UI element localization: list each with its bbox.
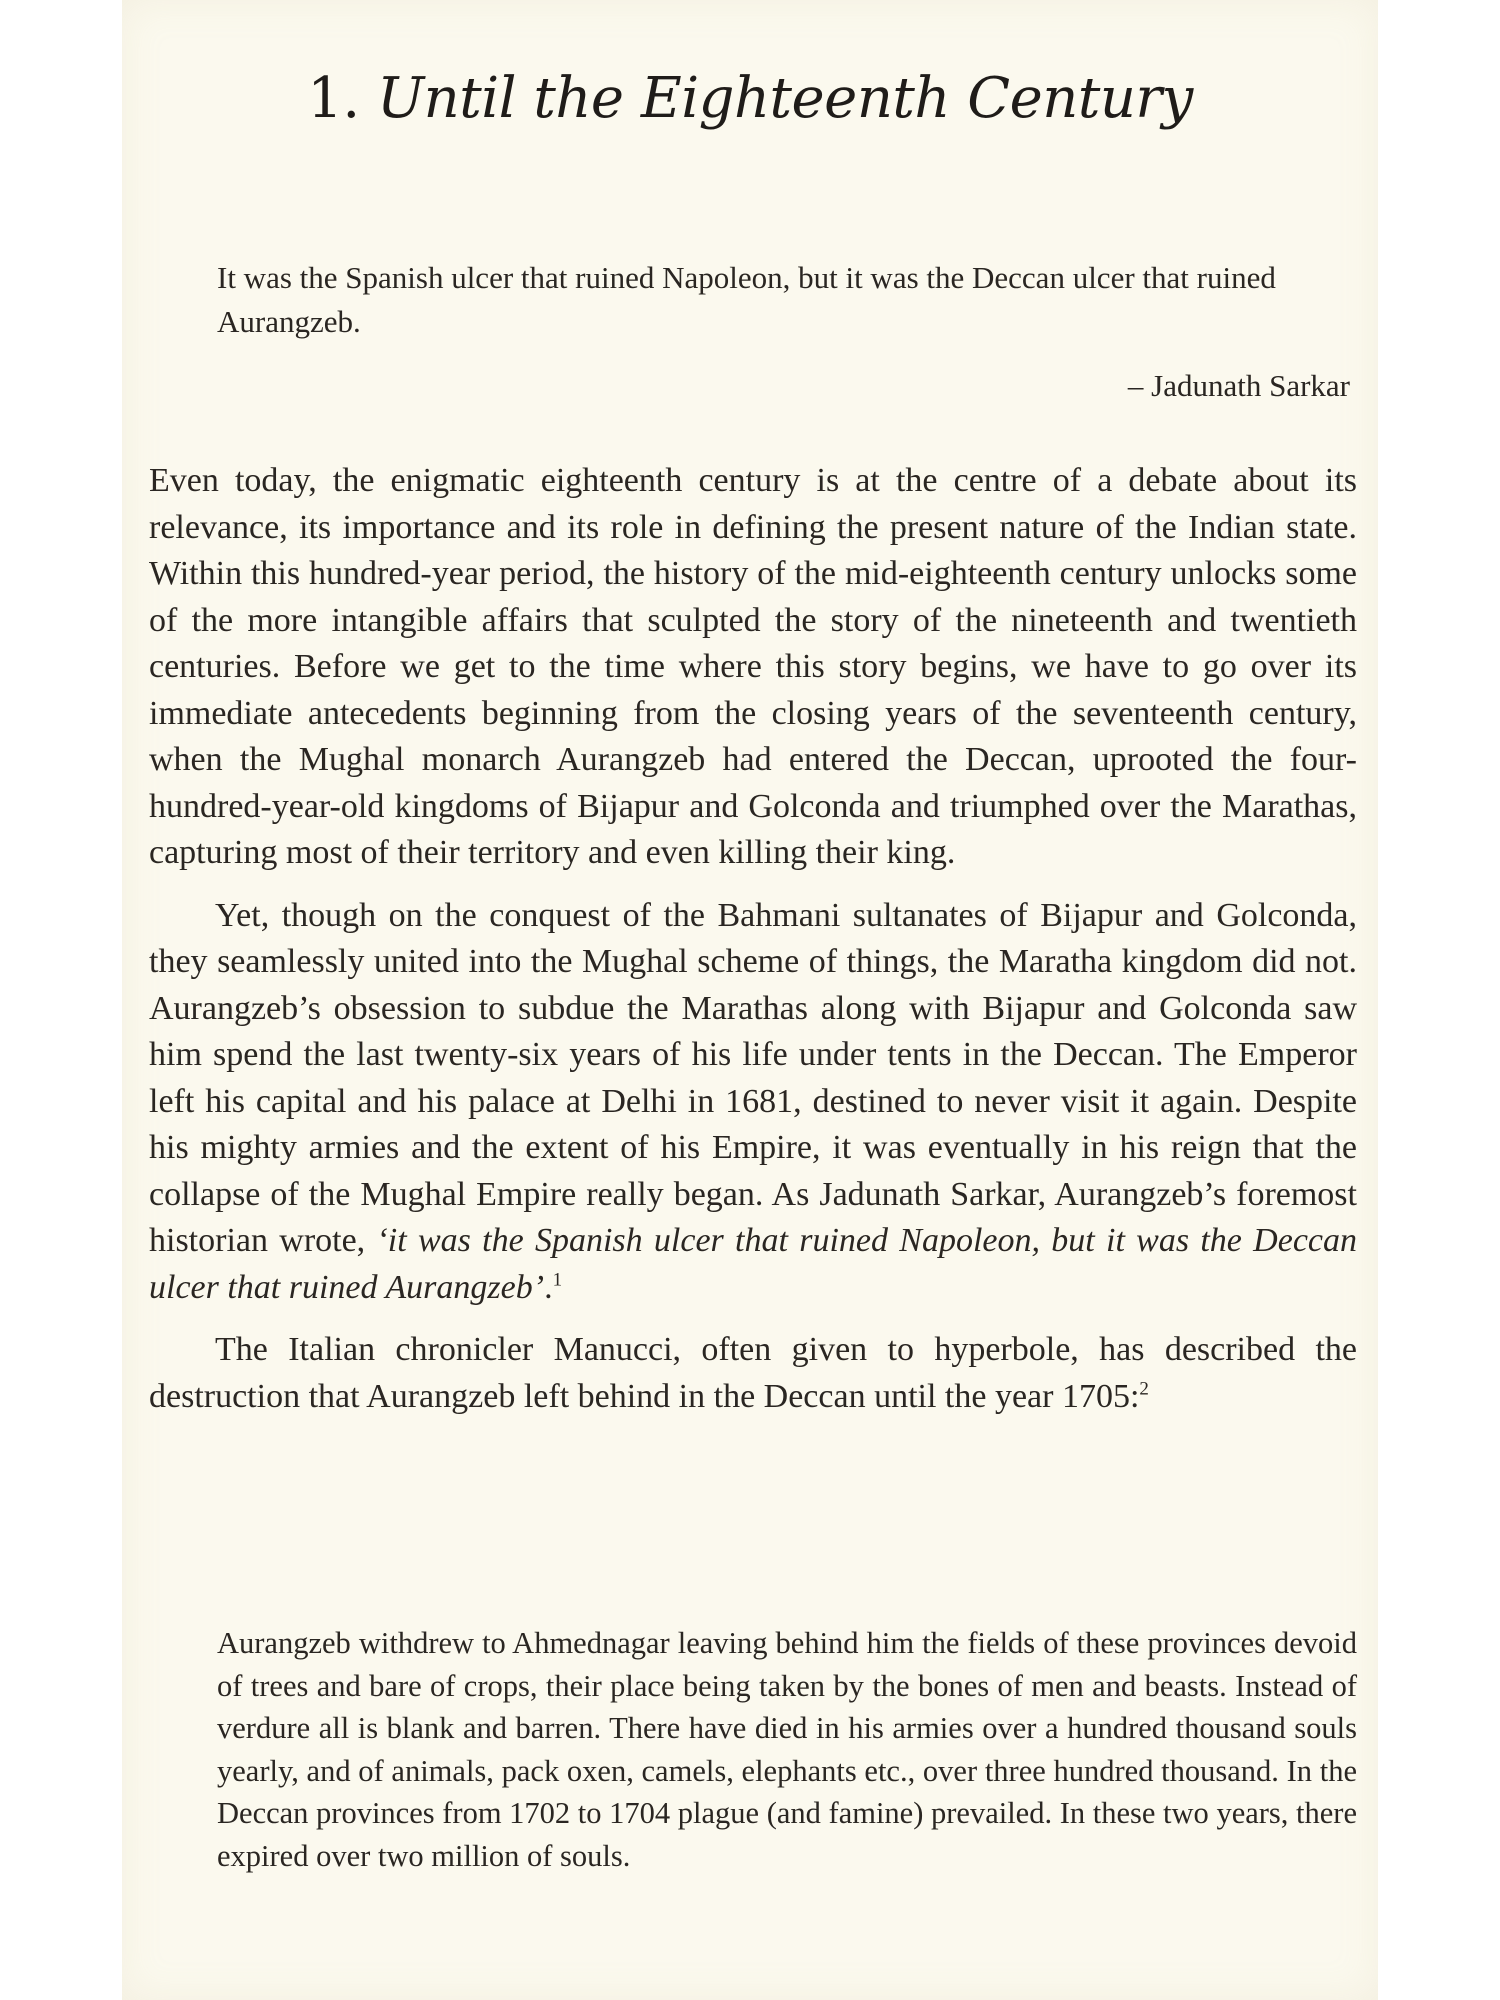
paragraph-2	[149, 893, 1357, 1312]
paragraph-1: Even today, the enigmatic eighteenth century is at the centre of a debate about its relevance, its importance and its role in defining the present nature of the Indian state. Within this hundred-year period, the history of the mid-eighteenth century unlocks some of the more intangible affairs that sculpted the story of the nineteenth and twentieth centuries. Before we get to the time where this story begins, we have to go over its immediate antecedents beginning from the closing years of the seventeenth century, when the Mughal monarch Aurangzeb had entered the Deccan, uprooted the four-hundred-year-old kingdoms of Bijapur and Golconda and triumphed over the Marathas, capturing most of their territory and even killing their king.	[149, 462, 1357, 871]
paragraph-3-text: The Italian chronicler Manucci, often given to hyperbole, has described the destruction that Aurangzeb left behind in the Deccan until the year 1705:	[149, 1331, 1357, 1415]
footnote-ref-2[interactable]: 2	[1139, 1378, 1149, 1400]
epigraph-attribution: – Jadunath Sarkar	[1127, 368, 1350, 403]
paragraph-2-end: .	[544, 1268, 553, 1306]
chapter-title-text: Until the Eighteenth Century	[376, 66, 1193, 131]
footnote-ref-1[interactable]: 1	[552, 1269, 563, 1291]
paragraph-3	[149, 1327, 1357, 1420]
chapter-body	[149, 458, 1357, 1436]
paragraph-2-text: Yet, though on the conquest of the Bahmani sultanates of Bijapur and Golconda, they seamlessly united into the Mughal scheme of things, the Maratha kingdom did not. Aurangzeb’s obsession to subdue the Marathas along with Bijapur and Golconda saw him spend the last twenty-six years of his life under tents in the Deccan. The Emperor left his capital and his palace at Delhi in 1681, destined to never visit it again. Despite his mighty armies and the extent of his Empire, it was eventually in his reign that the collapse of the Mughal Empire really began. As Jadunath Sarkar, Aurangzeb’s foremost historian wrote,	[149, 896, 1357, 1259]
manucci-block-quote: Aurangzeb withdrew to Ahmednagar leaving behind him the fields of these provinces devoid of trees and bare of crops, their place being taken by the bones of men and beasts. Instead of verdure all is blank and barren. There have died in his armies over a hundred thousand souls yearly, and of animals, pack oxen, camels, elephants etc., over three hundred thousand. In the Deccan provinces from 1702 to 1704 plague (and famine) prevailed. In these two years, there expired over two million of souls.	[217, 1626, 1357, 1873]
paragraph-2-quote: ‘it was the Spanish ulcer that ruined Napoleon, but it was the Deccan ulcer that ruined Aurangzeb’	[149, 1222, 1358, 1306]
chapter-number: 1.	[307, 66, 360, 131]
chapter-title	[122, 66, 1378, 131]
book-page	[122, 0, 1378, 2000]
epigraph-text: It was the Spanish ulcer that ruined Napoleon, but it was the Deccan ulcer that ruined Aurangzeb.	[217, 260, 1276, 339]
